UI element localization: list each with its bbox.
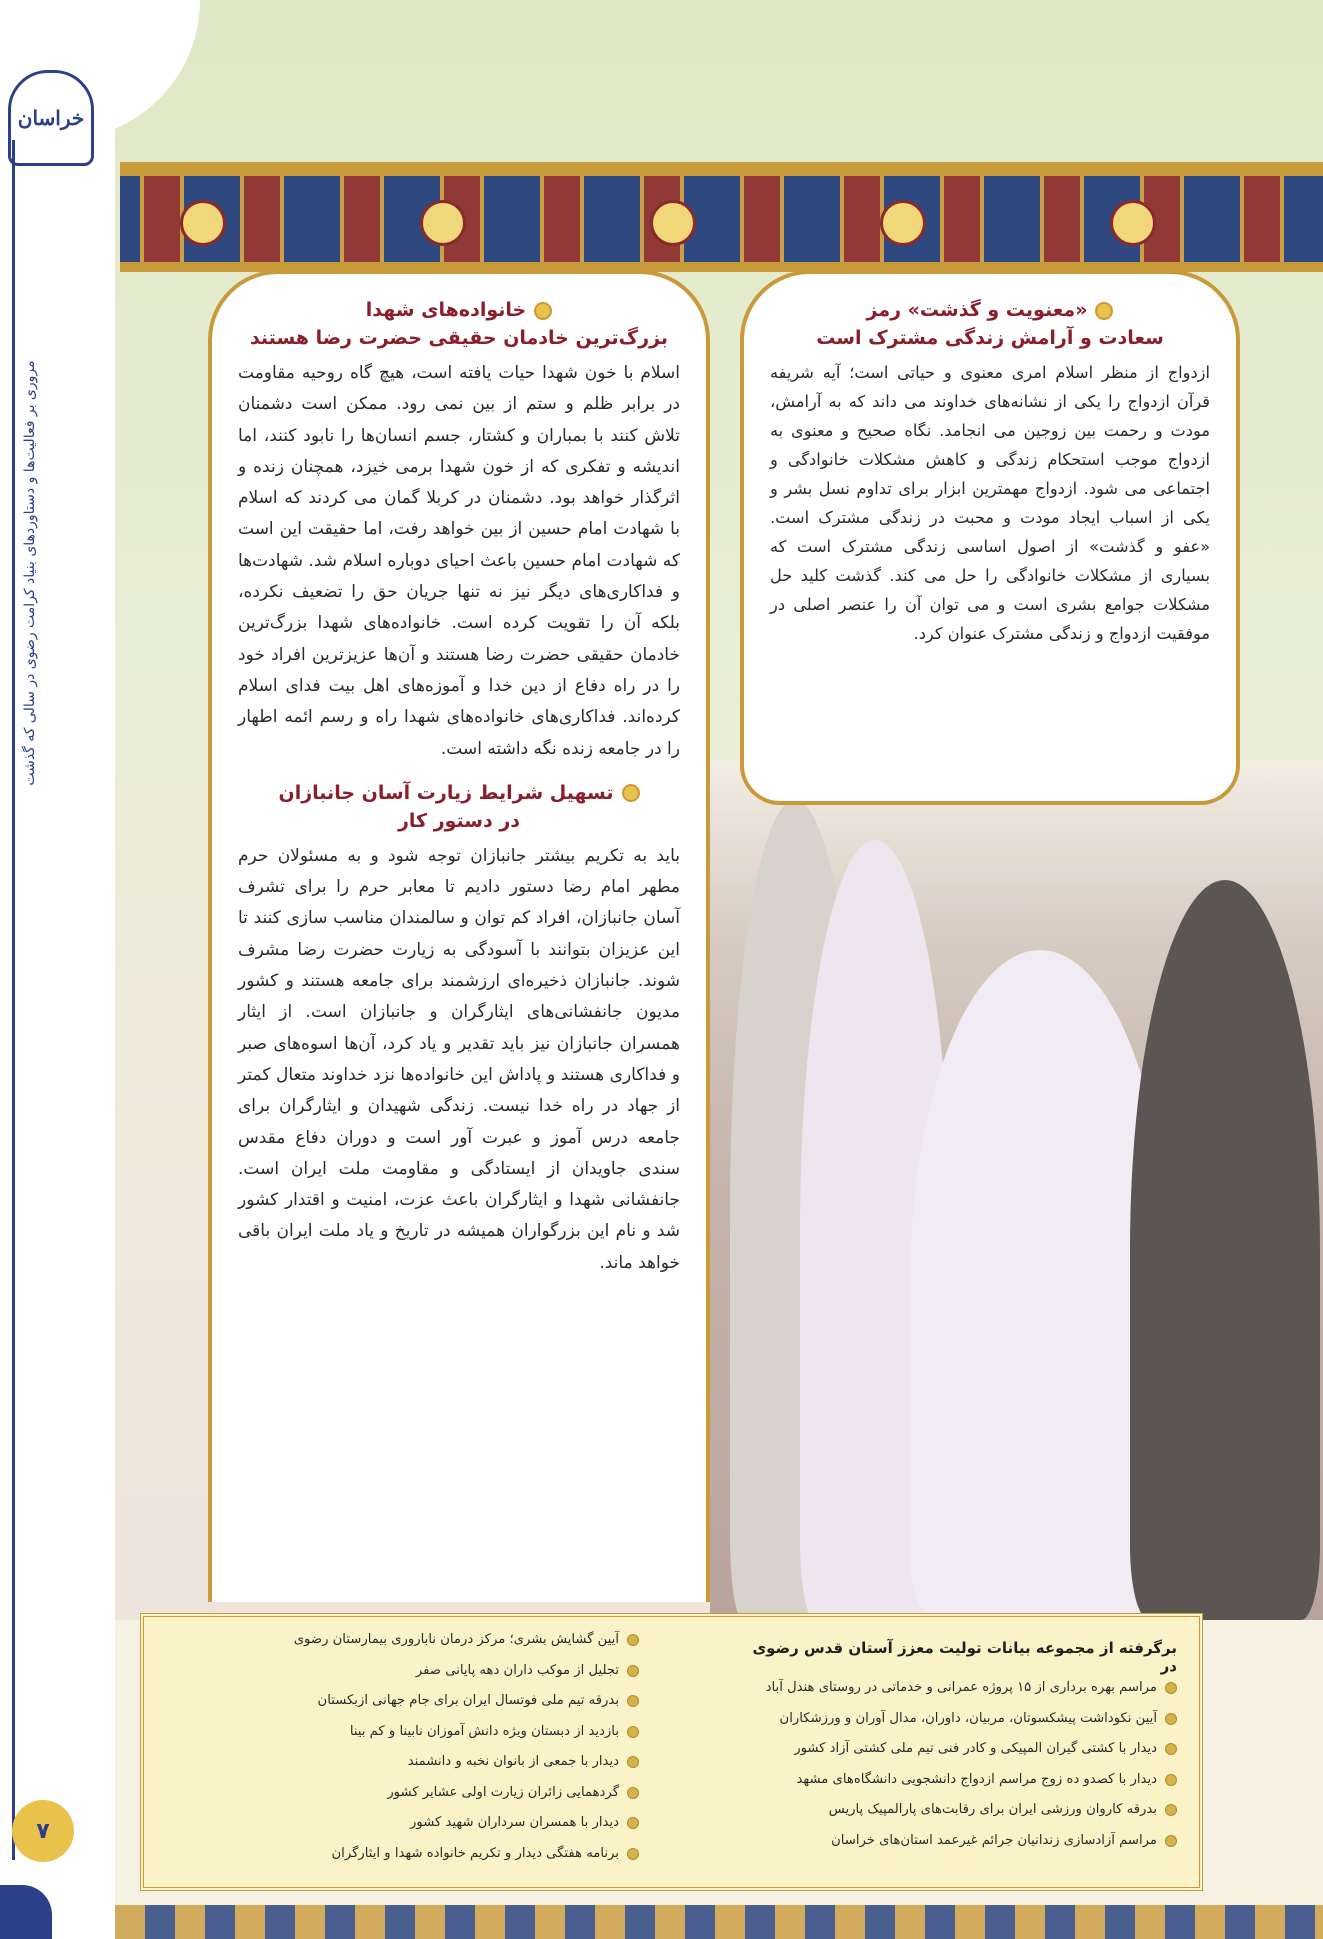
list-item: دیدار با کصدو ده زوج مراسم ازدواج دانشجویی دانشگاه‌های مشهد bbox=[727, 1765, 1177, 1796]
ornament-medallion-icon bbox=[420, 200, 466, 246]
ornament-medallion-icon bbox=[1110, 200, 1156, 246]
list-item: آیین نکوداشت پیشکسوتان، مربیان، داوران، مدال آوران و ورزشکاران bbox=[727, 1704, 1177, 1735]
list-item: دیدار با کشتی گیران المپیکی و کادر فنی تیم ملی کشتی آزاد کشور bbox=[727, 1734, 1177, 1765]
events-list-right bbox=[727, 1673, 1177, 1856]
bullet-icon bbox=[627, 1665, 639, 1677]
right-article-panel bbox=[740, 270, 1240, 805]
section-heading bbox=[238, 296, 680, 352]
bullet-icon bbox=[627, 1695, 639, 1707]
left-article-panel bbox=[208, 270, 710, 1602]
bullet-icon bbox=[627, 1756, 639, 1768]
ornament-border-top bbox=[120, 162, 1323, 176]
list-item: بازدید از دبستان ویژه دانش آموزان نابینا و کم بینا bbox=[179, 1717, 639, 1748]
events-heading: برگرفته از مجموعه بیانات تولیت معزز آستان قدس رضوی در bbox=[752, 1639, 1177, 1675]
ornament-medallion-icon bbox=[880, 200, 926, 246]
list-item: مراسم بهره برداری از ۱۵ پروژه عمرانی و خدماتی در روستای هندل آباد bbox=[727, 1673, 1177, 1704]
list-item: تجلیل از موکب داران دهه پایانی صفر bbox=[179, 1656, 639, 1687]
bullet-icon bbox=[622, 784, 640, 802]
photo-figure bbox=[1130, 880, 1320, 1620]
article-body: اسلام با خون شهدا حیات یافته است، هیچ گاه روحیه مقاومت در برابر ظلم و ستم از بین نمی رود. ممکن است دشمنان تلاش کنند با بمباران و کشتار، جسم انسان‌ها را نابود کنند، اما اندیشه و تفکری که از خون شهدا برمی خیزد، همچنان زنده و اثرگذار خواهد بود. دشمنان در کربلا گمان می کردند که اسلام با شهادت امام حسین از بین خواهد رفت، اما حقیقت این است که شهادت امام حسین باعث احیای دوباره اسلام شد. شهادت‌ها و فداکاری‌های دیگر نیز نه تنها جریان حق را تضعیف نکرده، بلکه آن را تقویت کرده است. خانواده‌های شهدا بزرگ‌ترین خادمان حقیقی حضرت رضا هستند و آن‌ها عزیزترین افراد خود را در راه دفاع از دین خدا و آموزه‌های اهل بیت فدای اسلام کرده‌اند. فداکاری‌های خانواده‌های شهدا راه و رسم ائمه اطهار را در جامعه زنده نگه داشته است. bbox=[238, 363, 680, 759]
section-heading bbox=[770, 296, 1210, 352]
bullet-icon bbox=[627, 1634, 639, 1646]
bullet-icon bbox=[534, 302, 552, 320]
bullet-icon bbox=[1165, 1835, 1177, 1847]
magazine-logo: خراسان bbox=[8, 70, 94, 166]
section-heading bbox=[238, 779, 680, 835]
list-item: برنامه هفتگی دیدار و تکریم خانواده شهدا و ایثارگران bbox=[179, 1839, 639, 1870]
bullet-icon bbox=[627, 1726, 639, 1738]
ornament-medallion-icon bbox=[650, 200, 696, 246]
list-item: دیدار با همسران سرداران شهید کشور bbox=[179, 1808, 639, 1839]
list-item: بدرقه کاروان ورزشی ایران برای رقابت‌های پارالمپیک پاریس bbox=[727, 1795, 1177, 1826]
bottom-ornament-band bbox=[115, 1905, 1323, 1939]
margin-line bbox=[12, 140, 15, 1860]
bullet-icon bbox=[1165, 1804, 1177, 1816]
bullet-icon bbox=[1165, 1774, 1177, 1786]
heading-line: در دستور کار bbox=[397, 809, 521, 832]
bullet-icon bbox=[1095, 302, 1113, 320]
ornament-medallion-icon bbox=[180, 200, 226, 246]
bullet-icon bbox=[1165, 1743, 1177, 1755]
list-item: گردهمایی زائران زیارت اولی عشایر کشور bbox=[179, 1778, 639, 1809]
events-list-left bbox=[179, 1625, 639, 1869]
bullet-icon bbox=[1165, 1682, 1177, 1694]
heading-line: سعادت و آرامش زندگی مشترک است bbox=[816, 327, 1164, 349]
bullet-icon bbox=[627, 1787, 639, 1799]
bullet-icon bbox=[1165, 1713, 1177, 1725]
events-box bbox=[140, 1613, 1203, 1891]
wedding-photo bbox=[710, 760, 1323, 1620]
vertical-page-title: مروری بر فعالیت‌ها و دستاوردهای بنیاد کرامت رضوی در سالی که گذشت bbox=[22, 360, 38, 786]
heading-line: تسهیل شرایط زیارت آسان جانبازان bbox=[278, 781, 614, 804]
article-body: باید به تکریم بیشتر جانبازان توجه شود و به مسئولان حرم مطهر امام رضا دستور دادیم تا معابر حرم را برای تشرف آسان جانبازان، افراد کم توان و سالمندان مناسب سازی کنند تا این عزیزان بتوانند با آسودگی به زیارت حضرت رضا مشرف شوند. جانبازان ذخیره‌ای ارزشمند برای جامعه هستند و کشور مدیون جانفشانی‌های ایثارگران و جانبازان است. از ایثار همسران جانبازان نیز باید تقدیر و یاد کرد، آن‌ها اسوه‌های صبر و فداکاری هستند و پاداش این خانواده‌ها نزد خداوند متعال کمتر از جهاد در راه خدا نیست. زندگی شهیدان و ایثارگران برای جامعه درس آموز و عبرت آور است و دوران دفاع مقدس سندی جاویدان از ایستادگی و مقاومت ملت ایران است. جانفشانی شهدا و ایثارگران باعث عزت، امنیت و اقتدار کشور شد و نام این بزرگواران همیشه در تاریخ و یاد ملت ایران باقی خواهد ماند. bbox=[238, 845, 680, 1273]
heading-line: «معنویت و گذشت» رمز bbox=[866, 299, 1088, 321]
bullet-icon bbox=[627, 1848, 639, 1860]
list-item: دیدار با جمعی از بانوان نخبه و دانشمند bbox=[179, 1747, 639, 1778]
list-item: بدرقه تیم ملی فوتسال ایران برای جام جهانی ازبکستان bbox=[179, 1686, 639, 1717]
left-margin-strip bbox=[0, 0, 115, 1939]
list-item: آیین گشایش بشری؛ مرکز درمان ناباروری بیمارستان رضوی bbox=[179, 1625, 639, 1656]
bullet-icon bbox=[627, 1817, 639, 1829]
page-number: ۷ bbox=[12, 1800, 74, 1862]
article-body: ازدواج از منظر اسلام امری معنوی و حیاتی است؛ آیه شریفه قرآن ازدواج را یکی از نشانه‌های خداوند می داند که به آرامش، مودت و رحمت بین زوجین می انجامد. نگاه صحیح و معنوی به ازدواج موجب استحکام زندگی و کاهش مشکلات خانوادگی و اجتماعی می شود. ازدواج مهمترین ابزار برای تداوم نسل بشر و یکی از اسباب ایجاد مودت و محبت در زندگی مشترک است. «عفو و گذشت» از اصول اساسی زندگی مشترک است که بسیاری از مشکلات خانوادگی را حل می کند. گذشت کلید حل مشکلات جوامع بشری است و می توان آن را عنصر اصلی در موفقیت ازدواج و زندگی مشترک عنوان کرد. bbox=[770, 363, 1210, 643]
list-item: مراسم آزادسازی زندانیان جرائم غیرعمد استان‌های خراسان bbox=[727, 1826, 1177, 1857]
heading-line: بزرگ‌ترین خادمان حقیقی حضرت رضا هستند bbox=[249, 327, 669, 349]
heading-line: خانواده‌های شهدا bbox=[365, 299, 527, 321]
